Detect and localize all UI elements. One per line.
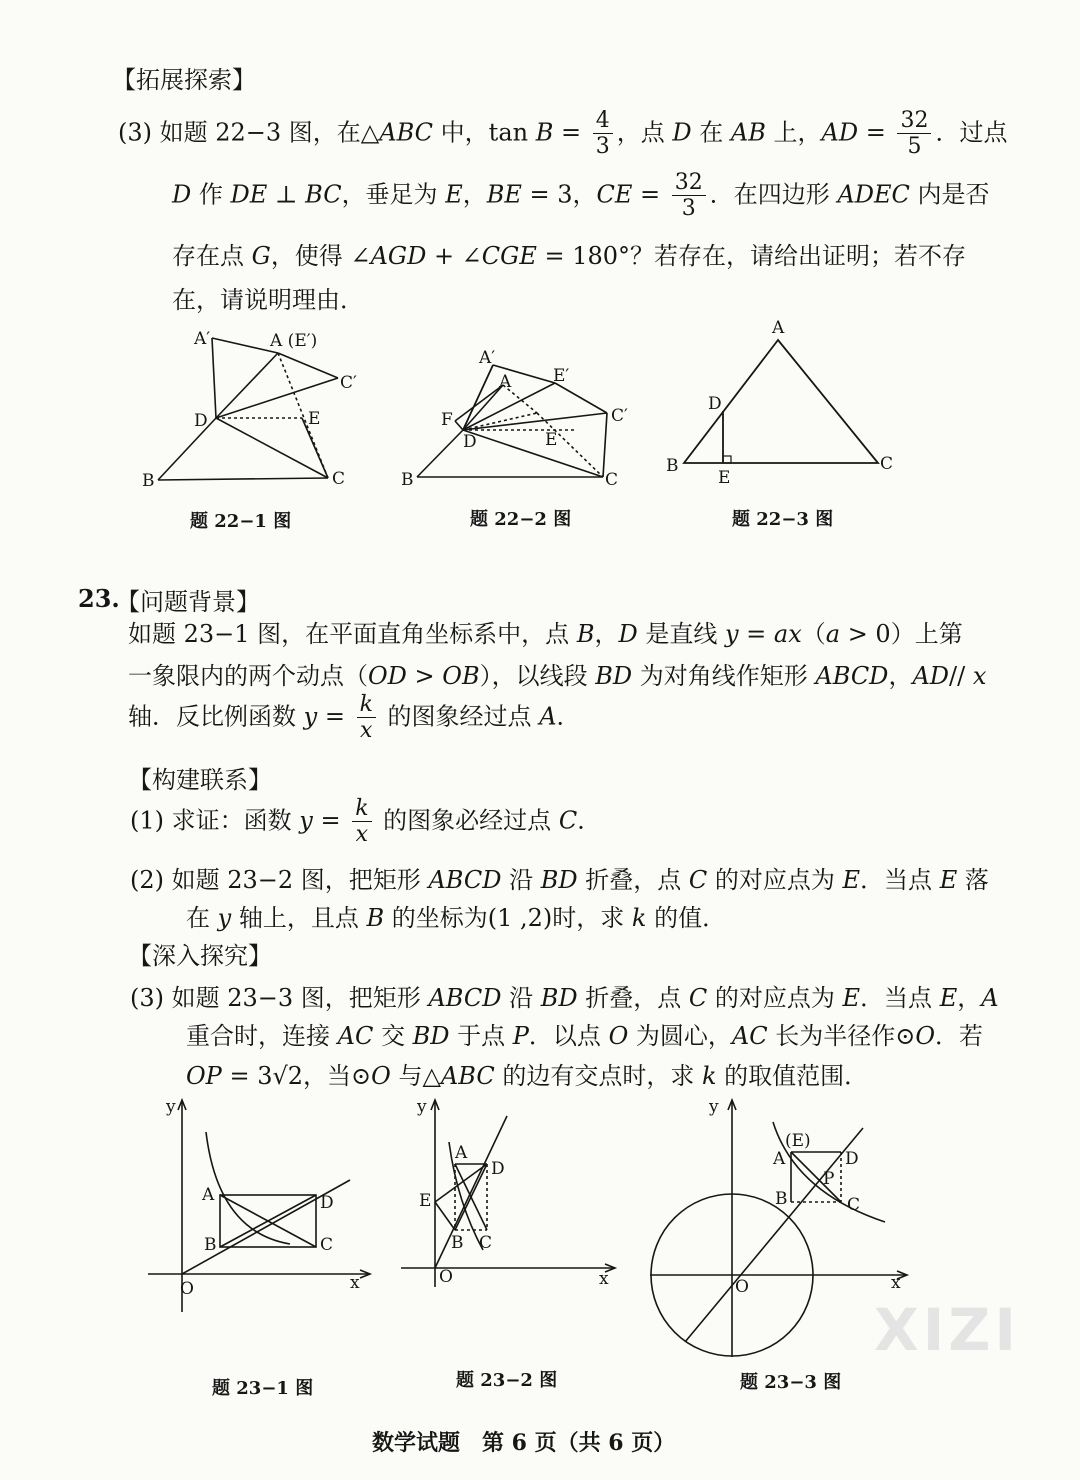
fig23-2-label: y xyxy=(417,1097,427,1117)
fig23-3-label: y xyxy=(709,1097,719,1117)
fig22-2-label: F xyxy=(441,410,453,430)
q22-section-title: 【拓展探索】 xyxy=(112,66,256,94)
fig23-3-label: C xyxy=(847,1195,861,1215)
q22-p3-line1: (3) 如题 22−3 图，在△ABC 中，tan B = $\frac{4}{3}$ ，点 D 在 AB 上，AD = $\frac{32}{5}$ ．过点 xyxy=(118,108,1008,160)
q23-p1-line: (1) 求证：函数 y = $\frac{k}{x}$ 的图象必经过点 C． xyxy=(130,796,602,848)
q23-number: 23. xyxy=(78,584,120,613)
fraction-32-3: $\frac{32}{3}$ xyxy=(672,170,706,222)
fig22-3-label: A xyxy=(772,318,785,338)
fraction-4-3: $\frac{4}{3}$ xyxy=(593,108,613,160)
q23-p2-line1: (2) 如题 23−2 图，把矩形 ABCD 沿 BD 折叠，点 C 的对应点为 E．当点 E 落 xyxy=(130,866,989,894)
fig22-3-label: C xyxy=(880,454,894,474)
fig22-2-label: E xyxy=(545,430,558,450)
fig22-2-label: A xyxy=(499,372,512,392)
fig23-3-label: A xyxy=(773,1149,786,1169)
q22-p3-line4: 在，请说明理由． xyxy=(172,286,364,314)
q22-p3-line3: 存在点 G，使得 ∠AGD + ∠CGE = 180°？若存在，请给出证明；若不存 xyxy=(172,242,967,270)
fig22-1-label: B xyxy=(142,471,155,491)
fig23-3-label: (E) xyxy=(785,1131,811,1151)
fig22-2-label: D xyxy=(463,432,477,452)
fig23-2-label: B xyxy=(451,1233,464,1253)
q23-p3-line1: (3) 如题 23−3 图，把矩形 ABCD 沿 BD 折叠，点 C 的对应点为 E．当点 E，A xyxy=(130,984,999,1012)
fig23-1-label: x xyxy=(350,1273,360,1293)
fig22-3-label: D xyxy=(708,394,722,414)
fig23-1-label: B xyxy=(204,1235,217,1255)
fig23-2-label: C xyxy=(479,1233,493,1253)
figure-22-3 xyxy=(660,315,910,490)
q23-section-build: 【构建联系】 xyxy=(128,766,272,794)
fig22-1-label: E xyxy=(308,409,321,429)
figure-22-2 xyxy=(395,335,655,505)
fig22-2-label: E′ xyxy=(553,366,570,386)
fraction-k-x: $\frac{k}{x}$ xyxy=(352,796,371,848)
page-footer: 数学试题 第 6 页（共 6 页） xyxy=(372,1430,676,1456)
fig22-2-label: B xyxy=(401,470,414,490)
fig23-2-label: E xyxy=(419,1191,432,1211)
fig22-2-label: A′ xyxy=(479,348,496,368)
fig22-3-label: B xyxy=(666,456,679,476)
fraction-32-5: $\frac{32}{5}$ xyxy=(897,108,931,160)
fraction-k-x: $\frac{k}{x}$ xyxy=(357,692,376,744)
fig23-1-label: C xyxy=(320,1235,334,1255)
fig22-3-label: E xyxy=(718,468,731,488)
figure-23-1 xyxy=(140,1092,380,1322)
fig23-1-label: D xyxy=(320,1193,334,1213)
fig23-3-label: D xyxy=(845,1149,859,1169)
fig22-2-label: C xyxy=(605,470,619,490)
q23-section-background: 【问题背景】 xyxy=(116,588,260,616)
fig23-3-label: P xyxy=(823,1169,835,1189)
fig23-1-label: y xyxy=(166,1097,176,1117)
fig22-2-label: C′ xyxy=(611,406,628,426)
caption-23-1: 题 23−1 图 xyxy=(212,1378,314,1399)
fig23-3-label: B xyxy=(775,1189,788,1209)
fig22-1-label: D xyxy=(194,411,208,431)
fig23-2-label: A xyxy=(455,1143,468,1163)
q22-p3-line2: D 作 DE ⊥ BC，垂足为 E，BE = 3，CE = $\frac{32}{3}$ ．在四边形 ADEC 内是否 xyxy=(172,170,990,222)
q23-p3-line3: OP = 3√2，当⊙O 与△ABC 的边有交点时，求 k 的取值范围． xyxy=(186,1062,869,1090)
q23-p3-line2: 重合时，连接 AC 交 BD 于点 P．以点 O 为圆心，AC 长为半径作⊙O．若 xyxy=(186,1022,984,1050)
watermark-logo: XIZI xyxy=(874,1296,1020,1364)
fig22-1-label: C xyxy=(332,469,346,489)
fig22-1-label: A′ xyxy=(194,329,211,349)
figure-22-1 xyxy=(130,320,370,500)
fig23-2-label: x xyxy=(599,1269,609,1289)
caption-22-2: 题 22−2 图 xyxy=(470,509,572,530)
fig22-1-label: C′ xyxy=(340,373,357,393)
q23-section-deep: 【深入探究】 xyxy=(128,942,272,970)
fig23-2-label: D xyxy=(491,1159,505,1179)
fig23-3-label: O xyxy=(735,1277,749,1297)
q23-bg-line2: 一象限内的两个动点（OD > OB），以线段 BD 为对角线作矩形 ABCD，AD// x xyxy=(128,662,987,690)
fig23-1-label: O xyxy=(180,1279,194,1299)
caption-23-2: 题 23−2 图 xyxy=(456,1370,558,1391)
caption-22-1: 题 22−1 图 xyxy=(190,511,292,532)
caption-22-3: 题 22−3 图 xyxy=(732,509,834,530)
fig22-1-label: A (E′) xyxy=(270,331,318,351)
q23-bg-line3: 轴．反比例函数 y = $\frac{k}{x}$ 的图象经过点 A． xyxy=(128,692,581,744)
fig23-3-label: x xyxy=(891,1273,901,1293)
fig23-2-label: O xyxy=(439,1267,453,1287)
q23-p2-line2: 在 y 轴上，且点 B 的坐标为(1 ,2)时，求 k 的值． xyxy=(186,904,727,932)
fig23-1-label: A xyxy=(202,1185,215,1205)
caption-23-3: 题 23−3 图 xyxy=(740,1372,842,1393)
figure-23-2 xyxy=(395,1092,625,1292)
q23-bg-line1: 如题 23−1 图，在平面直角坐标系中，点 B，D 是直线 y = ax（a > 0）上第 xyxy=(128,620,963,648)
